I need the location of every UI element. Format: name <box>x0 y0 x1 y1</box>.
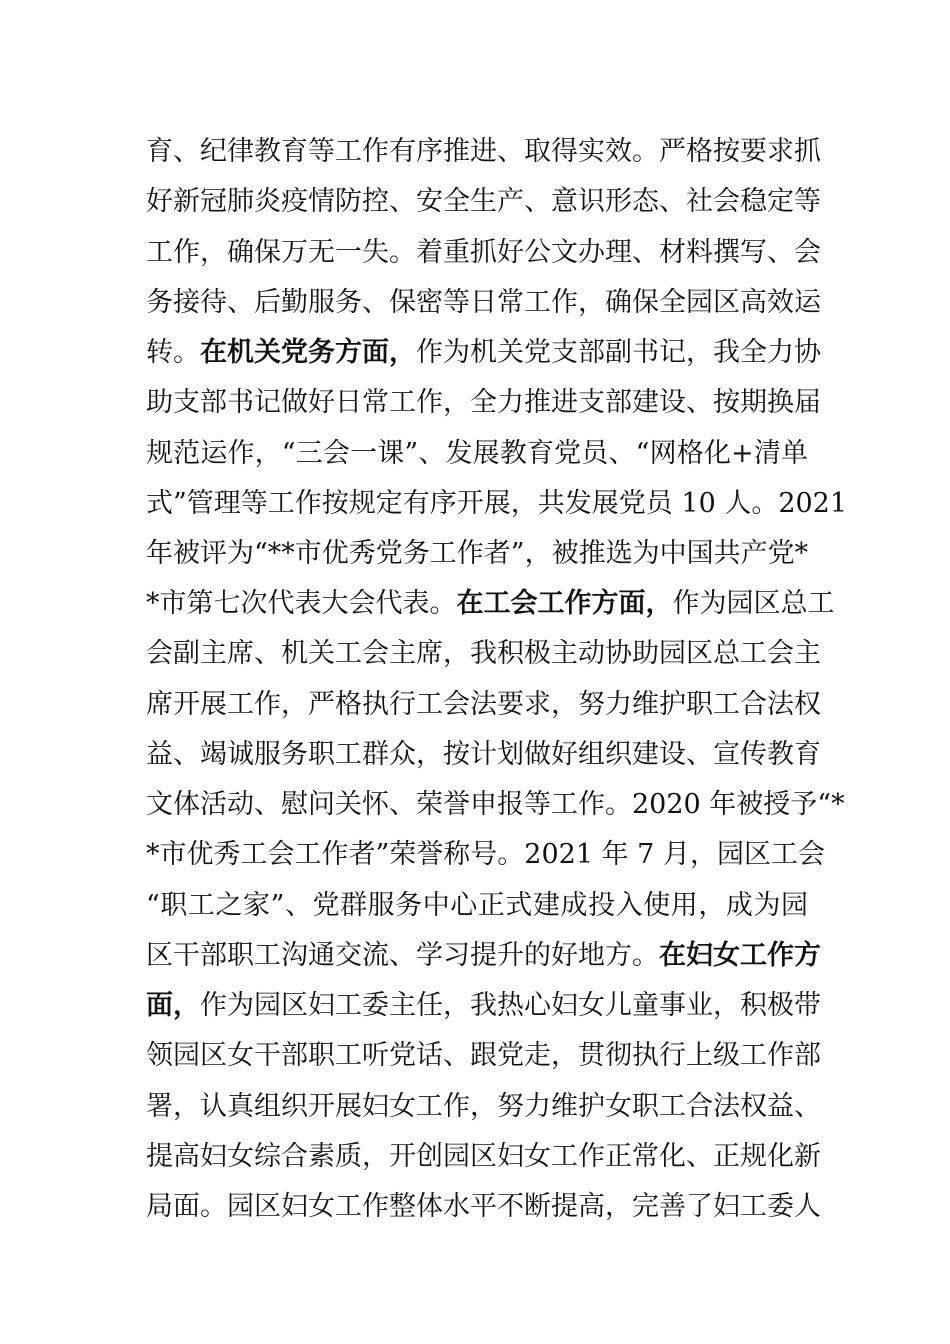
text-line <box>146 685 821 725</box>
text-line <box>146 1036 821 1076</box>
text-run: 式”管理等工作按规定有序开展，共发展党员 10 人。2021 <box>146 488 848 519</box>
text-line <box>146 182 821 222</box>
text-line <box>146 534 808 574</box>
text-run: 助支部书记做好日常工作，全力推进支部建设、按期换届 <box>146 387 821 418</box>
text-run: 作为机关党支部副书记，我全力协 <box>416 337 821 368</box>
text-line <box>146 1087 821 1127</box>
text-line <box>146 233 821 273</box>
text-run: *市第七次代表大会代表。 <box>146 588 457 619</box>
text-line <box>146 634 821 674</box>
text-run: 作为园区总工 <box>672 588 835 619</box>
text-line <box>146 986 821 1026</box>
text-line <box>146 936 821 976</box>
section-heading-party-affairs: 在机关党务方面， <box>200 337 416 368</box>
text-run: 规范运作，“三会一课”、发展教育党员、“网格化+清单 <box>146 438 808 469</box>
text-line <box>146 886 808 926</box>
text-run: 区干部职工沟通交流、学习提升的好地方。 <box>146 940 659 971</box>
section-heading-union: 在工会工作方面， <box>456 588 673 619</box>
text-run: *市优秀工会工作者”荣誉称号。2021 年 7 月，园区工会 <box>146 839 825 870</box>
text-run: 文体活动、慰问关怀、荣誉申报等工作。2020 年被授予“* <box>146 789 845 820</box>
text-run: 署，认真组织开展妇女工作，努力维护女职工合法权益、 <box>146 1091 821 1122</box>
text-run: 育、纪律教育等工作有序推进、取得实效。严格按要求抓 <box>146 136 821 167</box>
text-run: 工作，确保万无一失。着重抓好公文办理、材料撰写、会 <box>146 237 821 268</box>
text-line <box>146 484 848 524</box>
section-heading-women-cont: 面， <box>146 990 200 1021</box>
text-line <box>146 584 835 624</box>
text-line <box>146 383 821 423</box>
text-run: 领园区女干部职工听党话、跟党走，贯彻执行上级工作部 <box>146 1040 821 1071</box>
text-line <box>146 785 845 825</box>
text-run: 好新冠肺炎疫情防控、安全生产、意识形态、社会稳定等 <box>146 186 821 217</box>
text-run: “职工之家”、党群服务中心正式建成投入使用，成为园 <box>146 890 808 921</box>
text-line <box>146 434 808 474</box>
text-line <box>146 283 821 323</box>
text-line <box>146 333 821 373</box>
text-run: 转。 <box>146 337 200 368</box>
text-run: 作为园区妇工委主任，我热心妇女儿童事业，积极带 <box>200 990 821 1021</box>
text-line <box>146 1187 821 1227</box>
text-run: 局面。园区妇女工作整体水平不断提高，完善了妇工委人 <box>146 1191 821 1222</box>
text-run: 提高妇女综合素质，开创园区妇女工作正常化、正规化新 <box>146 1141 821 1172</box>
text-run: 席开展工作，严格执行工会法要求，努力维护职工合法权 <box>146 689 821 720</box>
section-heading-women: 在妇女工作方 <box>659 940 821 971</box>
text-line <box>146 735 821 775</box>
text-line <box>146 835 825 875</box>
text-run: 益、竭诚服务职工群众，按计划做好组织建设、宣传教育 <box>146 739 821 770</box>
text-line <box>146 132 821 172</box>
text-run: 务接待、后勤服务、保密等日常工作，确保全园区高效运 <box>146 287 821 318</box>
text-line <box>146 1137 821 1177</box>
text-run: 年被评为“**市优秀党务工作者”，被推选为中国共产党* <box>146 538 809 569</box>
text-run: 会副主席、机关工会主席，我积极主动协助园区总工会主 <box>146 638 821 669</box>
